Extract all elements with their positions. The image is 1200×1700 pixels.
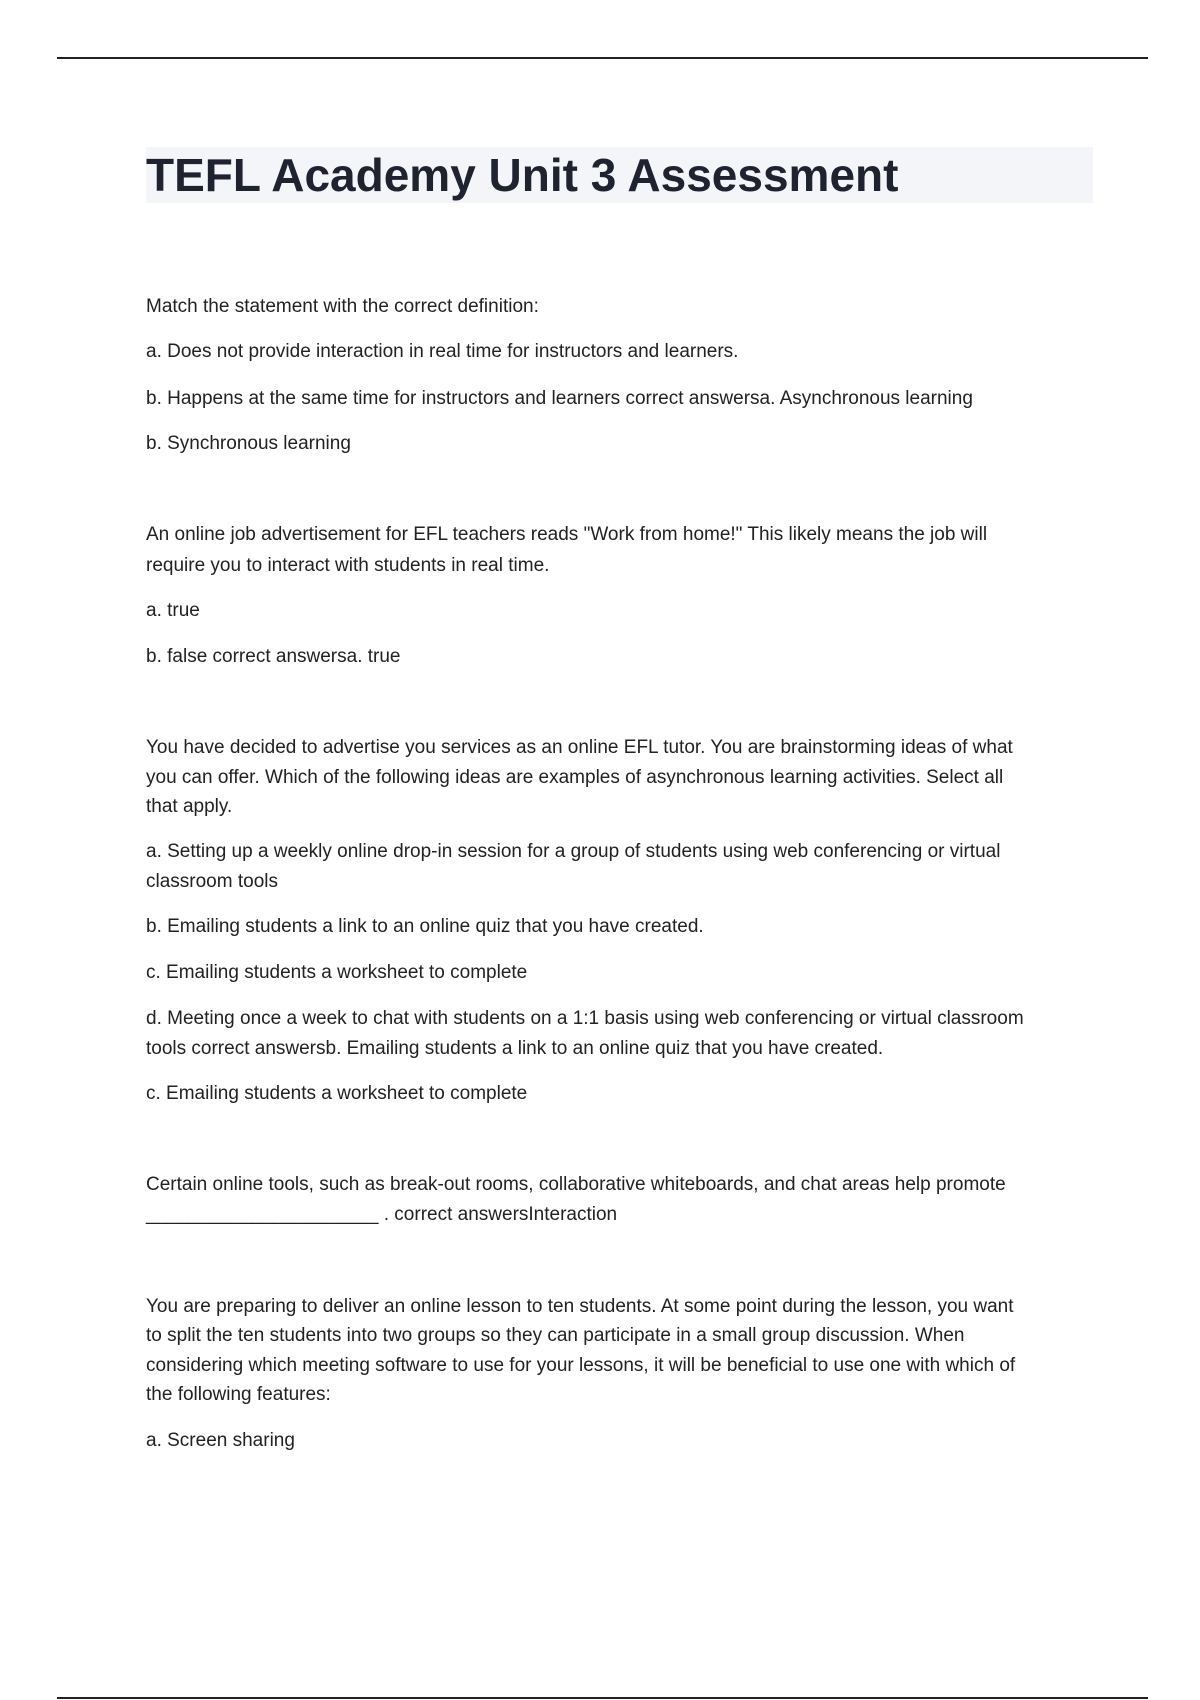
question-3-option-a: a. Setting up a weekly online drop-in session for a group of students using web conferencing or virtual [146,841,1001,862]
question-3-option-b: b. Emailing students a link to an online quiz that you have created. [146,916,704,937]
question-5-option-a: a. Screen sharing [146,1430,295,1451]
question-3-option-d: d. Meeting once a week to chat with students on a 1:1 basis using web conferencing or virtual classroom [146,1008,1024,1029]
question-5-text: the following features: [146,1384,331,1405]
bottom-rule [57,1697,1148,1699]
page-title: TEFL Academy Unit 3 Assessment [146,149,899,201]
top-rule [57,57,1148,59]
question-2-option-a: a. true [146,600,200,621]
question-5-text: considering which meeting software to use for your lessons, it will be beneficial to use one with which of [146,1355,1016,1376]
question-3-option-c: c. Emailing students a worksheet to complete [146,962,528,983]
question-3-option-d: tools correct answersb. Emailing students a link to an online quiz that you have created. [146,1038,884,1059]
question-1-answer-b: b. Synchronous learning [146,433,351,454]
question-4-text: ______________________ . correct answersInteraction [146,1204,618,1225]
question-5-text: to split the ten students into two groups so they can participate in a small group discussion. When [146,1325,965,1346]
question-3-text: that apply. [146,796,233,817]
question-2-option-b: b. false correct answersa. true [146,646,401,667]
question-3-answer-c: c. Emailing students a worksheet to complete [146,1083,528,1104]
question-1-text: Match the statement with the correct definition: [146,296,539,317]
question-1-option-a: a. Does not provide interaction in real time for instructors and learners. [146,341,739,362]
question-3-option-a: classroom tools [146,871,278,892]
question-1-option-b: b. Happens at the same time for instructors and learners correct answersa. Asynchronous learning [146,388,973,409]
question-2-text: An online job advertisement for EFL teachers reads "Work from home!" This likely means the job will [146,524,988,545]
question-3-text: You have decided to advertise you services as an online EFL tutor. You are brainstorming ideas of what [146,737,1013,758]
question-5-text: You are preparing to deliver an online lesson to ten students. At some point during the lesson, you want [146,1296,1014,1317]
question-3-text: you can offer. Which of the following ideas are examples of asynchronous learning activities. Select all [146,767,1004,788]
question-2-text: require you to interact with students in real time. [146,555,550,576]
question-4-text: Certain online tools, such as break-out rooms, collaborative whiteboards, and chat areas help promote [146,1174,1006,1195]
